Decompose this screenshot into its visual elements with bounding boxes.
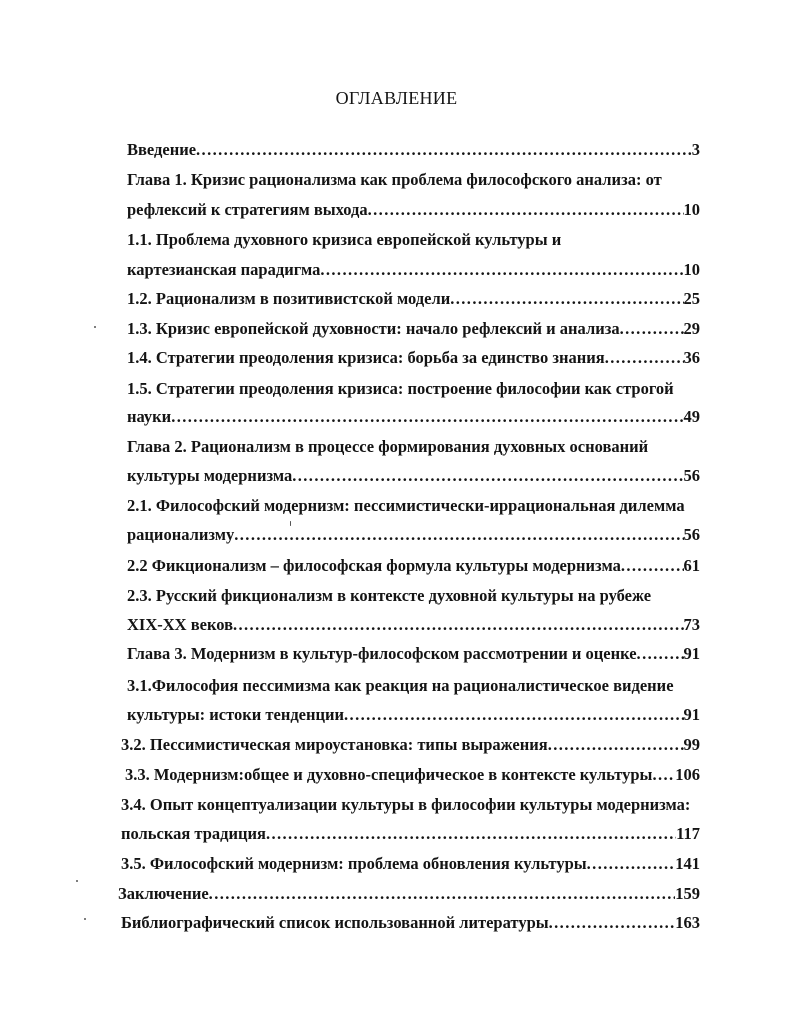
toc-entry-title: Глава 3. Модернизм в культур-философском рассмотрении и оценке xyxy=(127,644,637,663)
toc-page-number: 3 xyxy=(691,140,700,159)
toc-page-number: 61 xyxy=(683,556,700,575)
toc-entry-title: рационализму xyxy=(127,525,235,544)
toc-entry-title: 3.2. Пессимистическая мироустановка: типы выражения xyxy=(121,735,548,754)
toc-entry-title: культуры: истоки тенденции xyxy=(127,705,345,724)
toc-entry-line xyxy=(127,643,700,665)
toc-page-number: 91 xyxy=(683,644,700,663)
toc-entry-title: 1.1. Проблема духовного кризиса европейской культуры и xyxy=(127,230,562,249)
toc-leader-dots xyxy=(605,347,684,369)
toc-page-number: 49 xyxy=(683,407,700,426)
toc-page-number: 117 xyxy=(676,824,700,843)
toc-leader-dots xyxy=(652,764,675,786)
toc-entry-line xyxy=(127,318,700,340)
toc-entry-line-continued xyxy=(127,229,700,251)
toc-entry-title: Глава 1. Кризис рационализма как проблема философского анализа: от xyxy=(127,170,662,189)
toc-entry-line xyxy=(127,259,700,281)
toc-entry-line-continued xyxy=(127,436,700,458)
toc-entry-line xyxy=(121,734,700,756)
toc-entry-line xyxy=(118,883,700,905)
toc-entry-line-continued xyxy=(127,378,700,400)
toc-page-number: 56 xyxy=(683,466,700,485)
toc-entry-title: Введение xyxy=(127,140,197,159)
toc-entry-title: 2.2 Фикционализм – философская формула культуры модернизма xyxy=(127,556,621,575)
toc-leader-dots xyxy=(368,199,684,221)
toc-page-number: 56 xyxy=(683,525,700,544)
toc-entry-line xyxy=(127,614,700,636)
toc-entry-line xyxy=(127,406,700,428)
toc-leader-dots xyxy=(292,465,683,487)
toc-entry-title: Глава 2. Рационализм в процессе формирования духовных оснований xyxy=(127,437,649,456)
toc-leader-dots xyxy=(171,406,683,428)
toc-entry-line xyxy=(127,555,700,577)
toc-page-number: 25 xyxy=(683,289,700,308)
toc-entry-line xyxy=(127,288,700,310)
toc-page-number: 10 xyxy=(683,260,700,279)
toc-entry-line-continued xyxy=(127,169,700,191)
toc-entry-title: рефлексий к стратегиям выхода xyxy=(127,200,368,219)
scan-speck xyxy=(76,880,78,882)
toc-leader-dots xyxy=(196,139,692,161)
toc-entry-line xyxy=(127,465,700,487)
toc-entry-line-continued xyxy=(127,495,700,517)
toc-leader-dots xyxy=(620,318,684,340)
toc-leader-dots xyxy=(209,883,676,905)
toc-entry-title: XIX-XX веков xyxy=(127,615,233,634)
scan-speck xyxy=(94,326,96,328)
scan-speck xyxy=(290,521,291,526)
toc-entry-line xyxy=(127,524,700,546)
toc-entry-title: Заключение xyxy=(118,884,209,903)
toc-page-number: 10 xyxy=(683,200,700,219)
toc-leader-dots xyxy=(549,912,676,934)
toc-leader-dots xyxy=(266,823,676,845)
scan-speck xyxy=(84,918,86,920)
toc-leader-dots xyxy=(344,704,683,726)
toc-leader-dots xyxy=(234,524,683,546)
toc-page-number: 159 xyxy=(675,884,700,903)
toc-entry-line xyxy=(121,912,700,934)
toc-entry-title: Библиографический список использованной литературы xyxy=(121,913,549,932)
toc-leader-dots xyxy=(587,853,676,875)
toc-entry-title: 3.4. Опыт концептуализации культуры в философии культуры модернизма: xyxy=(121,795,691,814)
page-title: ОГЛАВЛЕНИЕ xyxy=(335,88,458,108)
toc-leader-dots xyxy=(233,614,684,636)
toc-entry-line xyxy=(121,823,700,845)
toc-entry-title: 1.5. Стратегии преодоления кризиса: построение философии как строгой xyxy=(127,379,674,398)
toc-page-number: 91 xyxy=(683,705,700,724)
toc-entry-title: польская традиция xyxy=(121,824,266,843)
toc-entry-title: 1.4. Стратегии преодоления кризиса: борьба за единство знания xyxy=(127,348,605,367)
toc-entry-title: 3.5. Философский модернизм: проблема обновления культуры xyxy=(121,854,587,873)
toc-entry-title: 2.3. Русский фикционализм в контексте духовной культуры на рубеже xyxy=(127,586,652,605)
toc-entry-title: 3.3. Модернизм:общее и духовно-специфическое в контексте культуры xyxy=(125,765,653,784)
toc-entry-title: культуры модернизма xyxy=(127,466,293,485)
toc-entry-line xyxy=(121,853,700,875)
toc-entry-line-continued xyxy=(121,794,700,816)
toc-entry-line xyxy=(127,139,700,161)
toc-entry-title: науки xyxy=(127,407,172,426)
toc-entry-line-continued xyxy=(127,675,700,697)
toc-page-number: 163 xyxy=(675,913,700,932)
toc-leader-dots xyxy=(450,288,683,310)
toc-page-number: 29 xyxy=(683,319,700,338)
toc-leader-dots xyxy=(621,555,684,577)
toc-leader-dots xyxy=(637,643,684,665)
toc-entry-line xyxy=(127,704,700,726)
toc-page-number: 99 xyxy=(683,735,700,754)
toc-entry-title: 2.1. Философский модернизм: пессимистически-иррациональная дилемма xyxy=(127,496,685,515)
toc-entry-line xyxy=(125,764,700,786)
toc-page-number: 73 xyxy=(683,615,700,634)
toc-page-number: 36 xyxy=(683,348,700,367)
toc-entry-line xyxy=(127,347,700,369)
toc-entry-title: картезианская парадигма xyxy=(127,260,321,279)
toc-entry-line xyxy=(127,199,700,221)
toc-entry-title: 3.1.Философия пессимизма как реакция на рационалистическое видение xyxy=(127,676,674,695)
toc-page-number: 141 xyxy=(675,854,700,873)
toc-page-number: 106 xyxy=(675,765,700,784)
toc-leader-dots xyxy=(548,734,684,756)
toc-entry-title: 1.2. Рационализм в позитивистской модели xyxy=(127,289,451,308)
toc-leader-dots xyxy=(320,259,683,281)
toc-entry-line-continued xyxy=(127,585,700,607)
toc-entry-title: 1.3. Кризис европейской духовности: начало рефлексий и анализа xyxy=(127,319,620,338)
